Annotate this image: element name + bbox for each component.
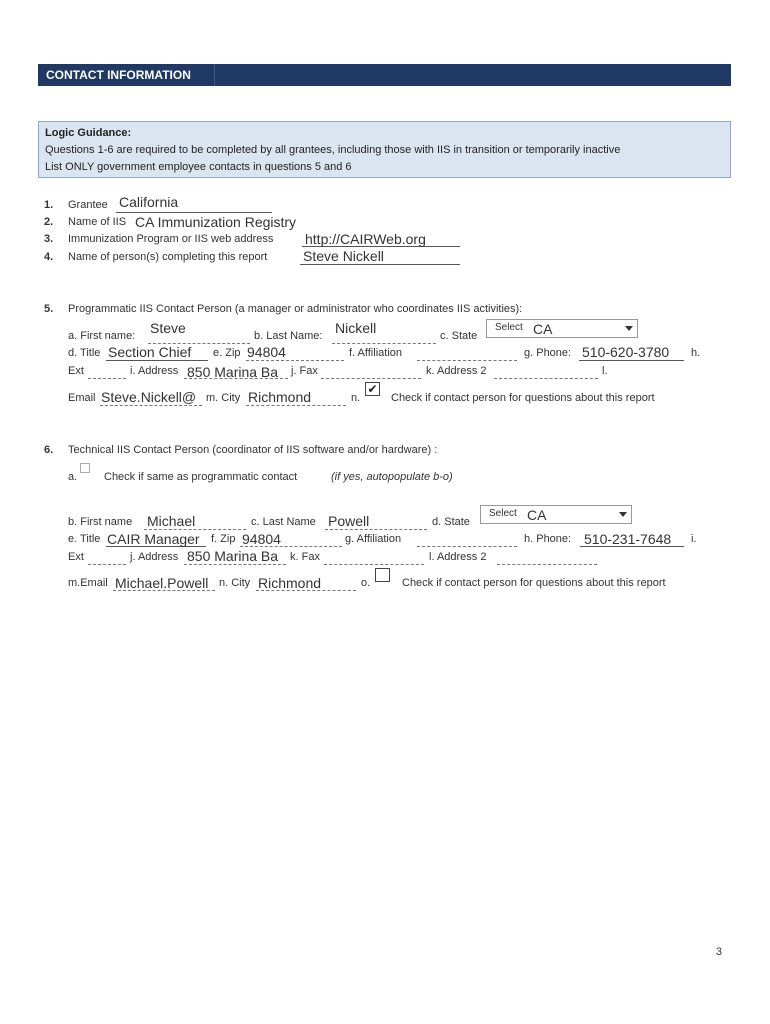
- q5-contact-checkbox[interactable]: [365, 382, 380, 396]
- q6-state-select-placeholder: Select: [489, 508, 517, 519]
- web-address-value: http://CAIRWeb.org: [305, 231, 426, 247]
- q5-email-label: Email: [68, 392, 96, 404]
- q5-h-label: h.: [691, 347, 701, 359]
- q6-ext-label: Ext: [68, 551, 84, 563]
- section-title: CONTACT INFORMATION: [46, 68, 191, 82]
- q3-label: Immunization Program or IIS web address: [68, 233, 274, 245]
- q6-address2-field[interactable]: [497, 551, 597, 565]
- q5-number: 5.: [44, 303, 54, 315]
- guidance-title: Logic Guidance:: [45, 127, 132, 139]
- q5-city-label: m. City: [206, 392, 241, 404]
- q6-same-note: (if yes, autopopulate b-o): [331, 471, 453, 483]
- q2-label: Name of IIS: [68, 216, 127, 228]
- q5-email-value: Steve.Nickell@: [101, 389, 197, 405]
- q5-check-label: Check if contact person for questions about this report: [391, 392, 655, 404]
- q5-phone-value: 510-620-3780: [582, 344, 670, 360]
- q5-city-value: Richmond: [248, 389, 312, 405]
- q5-zip-value: 94804: [247, 344, 286, 360]
- q6-first-name-value: Michael: [147, 513, 196, 529]
- q6-ext-field[interactable]: [88, 551, 126, 565]
- q6-same-label: Check if same as programmatic contact: [104, 471, 298, 483]
- q6-zip-label: f. Zip: [211, 533, 236, 545]
- q6-city-label: n. City: [219, 577, 251, 589]
- iis-name-value: CA Immunization Registry: [135, 214, 297, 230]
- q5-l-label: l.: [602, 365, 608, 377]
- q6-fax-label: k. Fax: [290, 551, 320, 563]
- page-number: 3: [715, 946, 722, 958]
- q6-affiliation-field[interactable]: [417, 533, 517, 547]
- q6-state-select[interactable]: [480, 505, 632, 524]
- q6-zip-value: 94804: [242, 531, 281, 547]
- q6-state-value: CA: [527, 507, 547, 523]
- q4-number: 4.: [44, 251, 54, 263]
- q5-phone-label: g. Phone:: [524, 347, 572, 359]
- completer-name-value: Steve Nickell: [303, 248, 384, 264]
- chevron-down-icon: [625, 326, 633, 331]
- q4-label: Name of person(s) completing this report: [68, 251, 268, 263]
- q6-email-label: m.Email: [68, 577, 108, 589]
- q6-fax-field[interactable]: [324, 551, 424, 565]
- q6-first-label: b. First name: [68, 516, 133, 528]
- q5-affiliation-field[interactable]: [417, 347, 517, 361]
- q5-n-label: n.: [351, 392, 361, 404]
- q6-check-label: Check if contact person for questions about this report: [402, 577, 666, 589]
- q5-title-value: Section Chief: [108, 344, 192, 360]
- q5-title-label: d. Title: [68, 347, 101, 359]
- q6-affiliation-label: g. Affiliation: [345, 533, 402, 545]
- q6-a-label: a.: [68, 471, 78, 483]
- q6-last-label: c. Last Name: [251, 516, 316, 528]
- q5-affiliation-label: f. Affiliation: [349, 347, 402, 359]
- q5-address2-label: k. Address 2: [426, 365, 487, 377]
- q5-last-name-value: Nickell: [335, 320, 377, 336]
- q6-address-label: j. Address: [130, 551, 179, 563]
- q5-address-label: i. Address: [130, 365, 179, 377]
- q5-state-select-placeholder: Select: [495, 322, 523, 333]
- q6-contact-checkbox[interactable]: [375, 568, 390, 582]
- q6-number: 6.: [44, 444, 54, 456]
- q2-number: 2.: [44, 216, 54, 228]
- logic-guidance-box: [38, 121, 731, 178]
- q6-phone-value: 510-231-7648: [584, 531, 672, 547]
- q6-state-label: d. State: [432, 516, 470, 528]
- q5-first-name-value: Steve: [150, 320, 186, 336]
- chevron-down-icon: [619, 512, 627, 517]
- q6-title-value: CAIR Manager: [107, 531, 200, 547]
- q5-fax-field[interactable]: [321, 365, 421, 379]
- q5-address-value: 850 Marina Ba: [187, 364, 279, 380]
- checkmark-icon: ✔: [367, 382, 378, 396]
- q5-title: Programmatic IIS Contact Person (a manager or administrator who coordinates IIS activities):: [68, 303, 523, 315]
- guidance-line-2: List ONLY government employee contacts in questions 5 and 6: [45, 161, 352, 173]
- q6-title: Technical IIS Contact Person (coordinator of IIS software and/or hardware) :: [68, 444, 438, 456]
- q5-ext-label: Ext: [68, 365, 84, 377]
- q6-i-label: i.: [691, 533, 697, 545]
- q3-number: 3.: [44, 233, 54, 245]
- q5-state-label: c. State: [440, 330, 478, 342]
- q5-last-label: b. Last Name:: [254, 330, 323, 342]
- grantee-value: California: [119, 194, 179, 210]
- header-divider: [214, 64, 215, 86]
- q5-state-value: CA: [533, 321, 553, 337]
- q1-label: Grantee: [68, 199, 108, 211]
- guidance-line-1: Questions 1-6 are required to be completed by all grantees, including those with IIS in transition or temporarily inactive: [45, 144, 621, 156]
- q6-email-value: Michael.Powell: [115, 575, 209, 591]
- q5-zip-label: e. Zip: [213, 347, 241, 359]
- q6-same-checkbox[interactable]: [80, 463, 90, 473]
- q6-phone-label: h. Phone:: [524, 533, 572, 545]
- q5-ext-field[interactable]: [88, 365, 126, 379]
- q1-row: [44, 199, 53, 211]
- q6-city-value: Richmond: [258, 575, 322, 591]
- q5-first-label: a. First name:: [68, 330, 136, 342]
- q6-last-name-value: Powell: [328, 513, 370, 529]
- q6-address-value: 850 Marina Ba: [187, 548, 279, 564]
- q6-title-label: e. Title: [68, 533, 101, 545]
- q1-number: 1.: [44, 199, 54, 211]
- q5-fax-label: j. Fax: [291, 365, 318, 377]
- q5-state-select[interactable]: [486, 319, 638, 338]
- q5-address2-field[interactable]: [494, 365, 598, 379]
- q6-address2-label: l. Address 2: [429, 551, 487, 563]
- q6-o-label: o.: [361, 577, 371, 589]
- section-header: [38, 64, 731, 86]
